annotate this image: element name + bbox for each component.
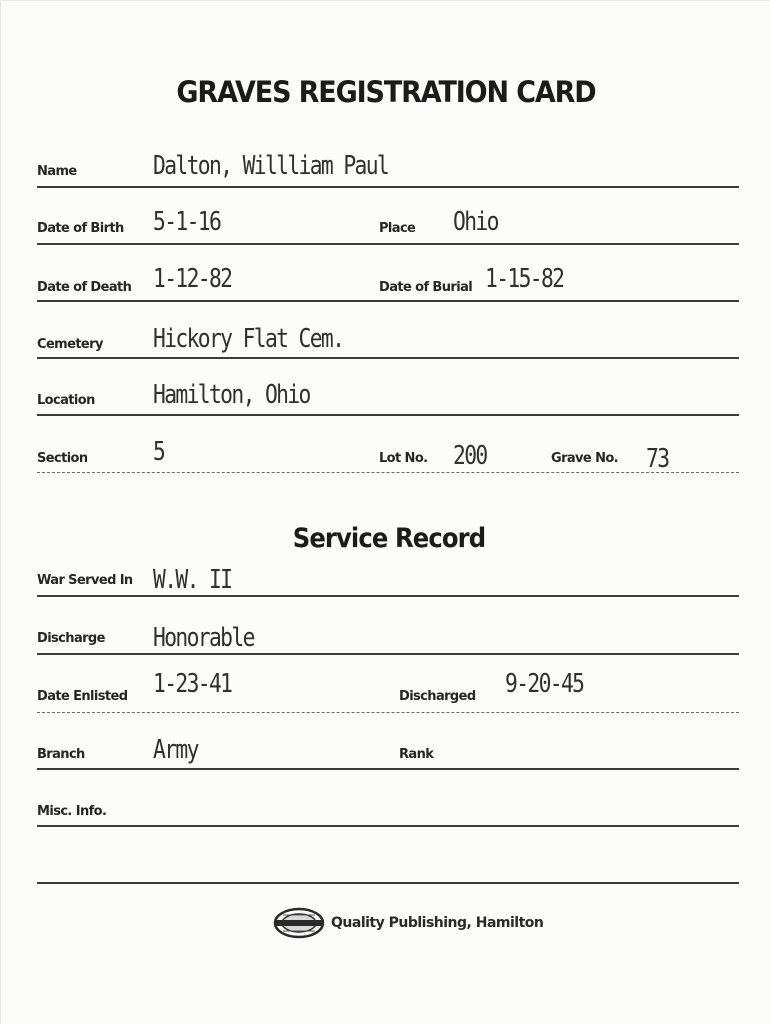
branch-value: Army	[153, 735, 198, 765]
publisher-name: Quality Publishing, Hamilton	[331, 915, 544, 931]
extra-line	[37, 882, 739, 884]
section-line	[37, 472, 739, 473]
date-of-death-label: Date of Death	[37, 280, 132, 295]
date-of-death-value: 1-12-82	[153, 264, 232, 294]
place-value: Ohio	[453, 207, 498, 237]
branch-line	[37, 768, 739, 770]
misc-info-line	[37, 825, 739, 827]
cemetery-label: Cemetery	[37, 337, 103, 352]
grave-no-value: 73	[646, 444, 669, 474]
location-value: Hamilton, Ohio	[153, 380, 310, 410]
date-enlisted-value: 1-23-41	[153, 669, 232, 699]
service-record-title: Service Record	[292, 523, 486, 554]
date-of-birth-value: 5-1-16	[153, 207, 221, 237]
lot-no-value: 200	[453, 441, 487, 471]
name-label: Name	[37, 164, 77, 179]
section-label: Section	[37, 451, 88, 466]
discharged-value: 9-20-45	[505, 669, 584, 699]
misc-info-label: Misc. Info.	[37, 804, 107, 819]
war-served-in-value: W.W. II	[153, 565, 232, 595]
discharge-label: Discharge	[37, 631, 105, 646]
date-of-death-line	[37, 300, 739, 302]
date-enlisted-line	[37, 712, 739, 713]
name-value: Dalton, Willliam Paul	[153, 151, 389, 181]
name-line	[37, 186, 739, 188]
date-of-burial-value: 1-15-82	[485, 264, 564, 294]
place-label: Place	[379, 221, 416, 236]
discharged-label: Discharged	[399, 689, 476, 704]
publisher-footer	[273, 907, 543, 939]
rank-label: Rank	[399, 747, 434, 762]
card-title: GRAVES REGISTRATION CARD	[176, 75, 596, 109]
cemetery-line	[37, 357, 739, 359]
grave-no-label: Grave No.	[551, 451, 619, 466]
branch-label: Branch	[37, 747, 85, 762]
printer-union-bug-icon	[273, 907, 325, 939]
lot-no-label: Lot No.	[379, 451, 428, 466]
date-of-birth-line	[37, 243, 739, 245]
date-enlisted-label: Date Enlisted	[37, 689, 128, 704]
section-value: 5	[153, 437, 165, 467]
war-served-in-label: War Served In	[37, 573, 133, 588]
location-line	[37, 414, 739, 416]
cemetery-value: Hickory Flat Cem.	[153, 324, 344, 354]
discharge-value: Honorable	[153, 623, 254, 653]
location-label: Location	[37, 393, 95, 408]
date-of-burial-label: Date of Burial	[379, 280, 473, 295]
discharge-line	[37, 653, 739, 655]
war-served-in-line	[37, 595, 739, 597]
date-of-birth-label: Date of Birth	[37, 221, 124, 236]
